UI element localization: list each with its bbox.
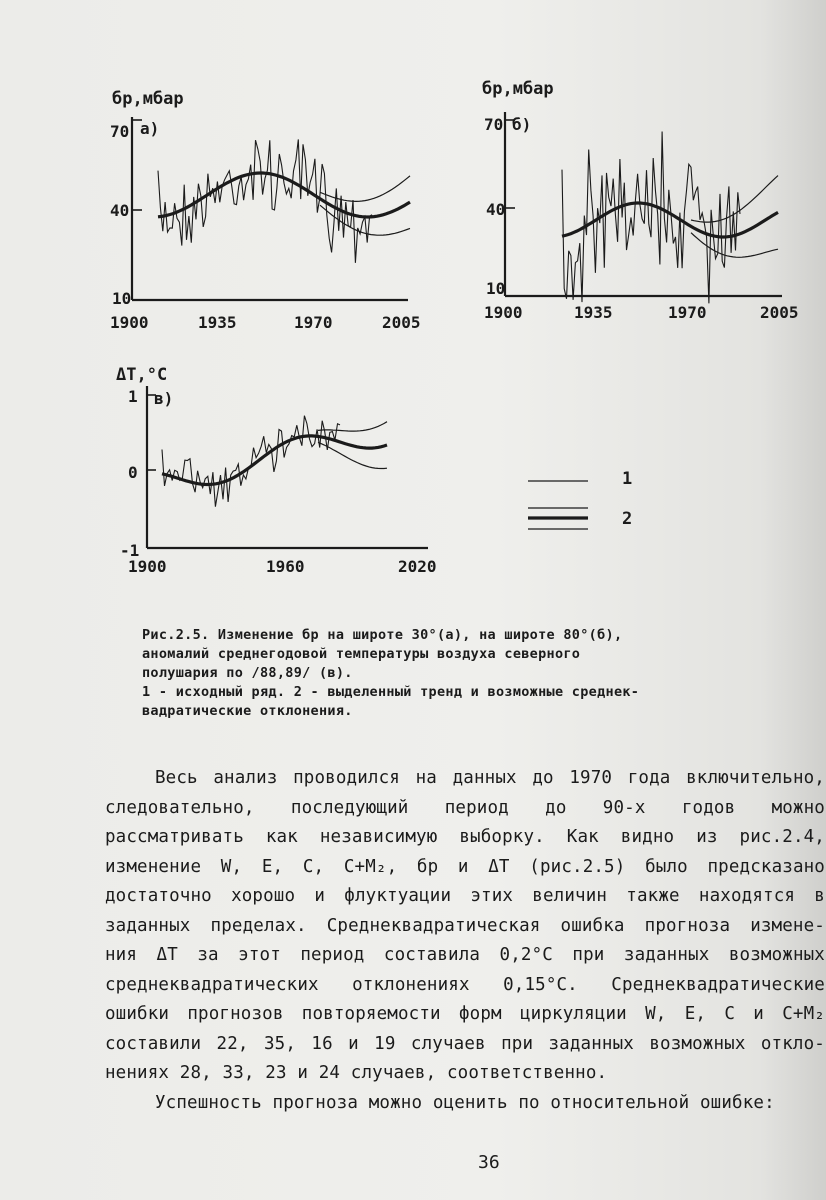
body-line: следовательно, последующий период до 90-х годов можно — [105, 797, 825, 818]
panel-c-label: в) — [154, 389, 174, 408]
body-line: нениях 28, 33, 23 и 24 случаев, соответственно. — [105, 1063, 608, 1083]
panel-b-xtick: 1970 — [668, 303, 707, 322]
legend-label-1: 1 — [622, 469, 633, 489]
panel-a-xtick: 1900 — [110, 313, 149, 332]
panel-a — [110, 89, 421, 332]
body-line: ошибки прогнозов повторяемости форм циркуляции W, E, C и C+M₂ — [105, 1004, 825, 1024]
panel-b-xtick: 1935 — [574, 303, 613, 322]
panel-b-xtick: 2005 — [760, 303, 799, 322]
panel-a-curves — [158, 139, 410, 263]
panel-a-ylabel: бр,мбар — [112, 89, 184, 109]
raw-series-line — [162, 416, 340, 507]
upper-deviation-line — [691, 176, 778, 223]
body-line: рассматривать как независимую выборку. Как видно из рис.2.4, — [105, 827, 825, 847]
panel-b-curves — [562, 132, 778, 304]
page-number: 36 — [478, 1152, 500, 1173]
panel-b-ytick: 10 — [486, 279, 506, 298]
panel-b-xtick: 1900 — [484, 303, 523, 322]
panel-c-ytick: 0 — [128, 463, 138, 482]
body-line: заданных пределах. Среднеквадратическая ошибка прогноза измене- — [105, 915, 825, 936]
panel-a-xtick: 1935 — [198, 313, 237, 332]
body-line: достаточно хорошо и флуктуации этих величин также находятся в — [105, 886, 825, 906]
body-line: Успешность прогноза можно оценить по относительной ошибке: — [155, 1092, 775, 1113]
panel-a-xtick: 1970 — [294, 313, 333, 332]
raw-series-line — [158, 139, 372, 263]
body-text — [105, 764, 825, 1118]
figure-caption — [142, 626, 822, 721]
caption-line: аномалий среднегодовой температуры воздуха северного — [142, 646, 581, 662]
body-line: Весь анализ проводился на данных до 1970 года включительно, — [155, 768, 825, 788]
figure-legend — [528, 469, 632, 529]
caption-line: Рис.2.5. Изменение бр на широте 30°(а), на широте 80°(б), — [142, 627, 623, 643]
panel-b-ytick: 70 — [484, 115, 504, 134]
panel-c — [116, 365, 437, 576]
body-line: среднеквадратических отклонениях 0,15°С. Среднеквадратические — [105, 974, 825, 995]
legend-label-2: 2 — [622, 509, 633, 529]
caption-line: вадратические отклонения. — [142, 703, 353, 719]
panel-b-ytick: 40 — [486, 200, 506, 219]
panel-c-ytick: -1 — [120, 541, 140, 560]
panel-a-label: а) — [140, 119, 160, 138]
panel-c-ytick: 1 — [128, 387, 138, 406]
body-line: ния ΔT за этот период составила 0,2°С при заданных возможных — [105, 945, 825, 965]
panel-a-ytick: 10 — [112, 289, 132, 308]
panel-c-curves — [162, 416, 387, 507]
panel-c-xtick: 1960 — [266, 557, 305, 576]
caption-line: полушария по /88,89/ (в). — [142, 665, 353, 681]
panel-b-label: б) — [512, 115, 532, 134]
trend-line — [158, 173, 410, 217]
upper-deviation-line — [320, 176, 410, 202]
panel-c-xtick: 2020 — [398, 557, 437, 576]
caption-line: 1 - исходный ряд. 2 - выделенный тренд и возможные среднек- — [142, 684, 640, 700]
panel-b-ylabel: бр,мбар — [482, 79, 554, 99]
panel-a-ytick: 40 — [110, 201, 130, 220]
panel-b — [482, 79, 799, 322]
body-line: изменение W, E, C, C+M₂, бр и ΔT (рис.2.5) было предсказано — [105, 856, 825, 877]
panel-a-xtick: 2005 — [382, 313, 421, 332]
panel-a-ytick: 70 — [110, 122, 130, 141]
panel-c-xtick: 1900 — [128, 557, 167, 576]
body-line: составили 22, 35, 16 и 19 случаев при заданных возможных откло- — [105, 1033, 825, 1054]
upper-deviation-line — [318, 422, 387, 431]
panel-c-ylabel: ΔT,°C — [116, 365, 168, 385]
raw-series-line — [562, 132, 740, 304]
